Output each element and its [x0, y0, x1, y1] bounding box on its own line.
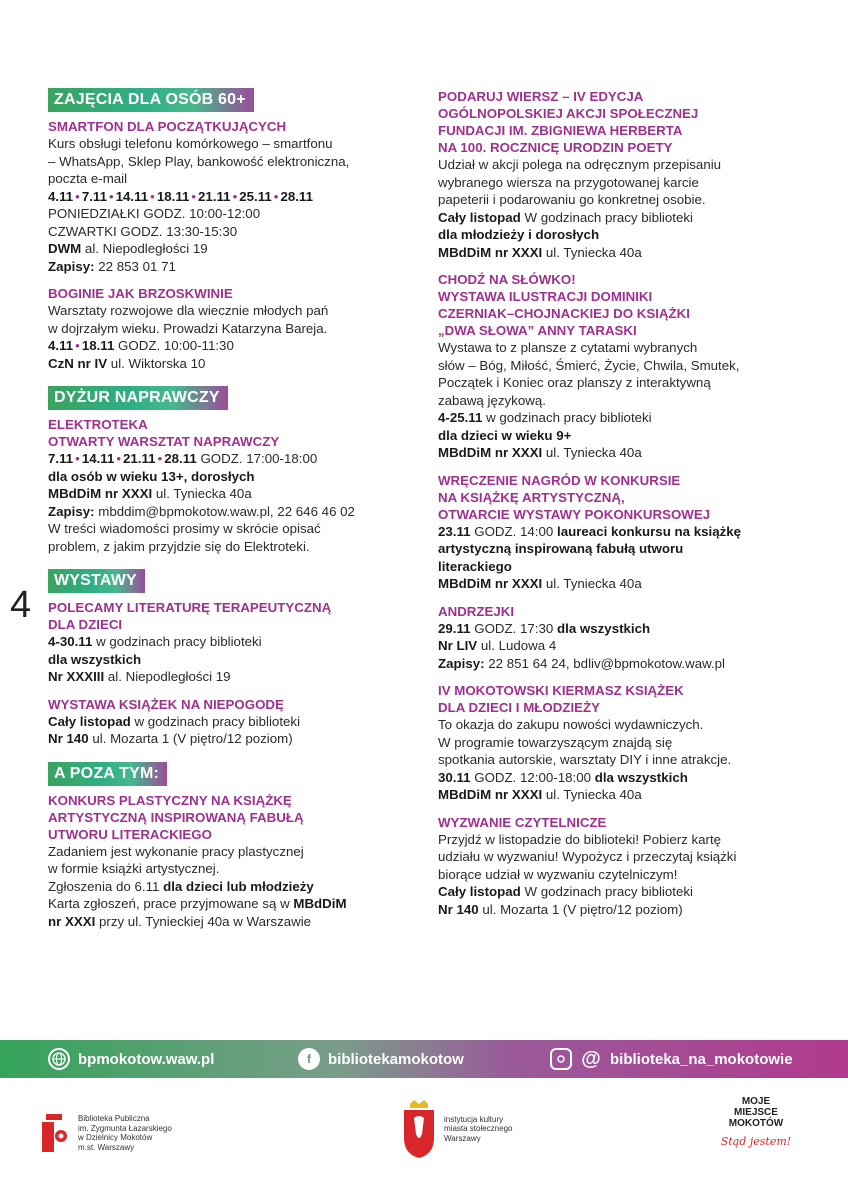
bold-text: dla osób w wieku 13+, dorosłych: [48, 468, 255, 484]
section-header: ZAJĘCIA DLA OSÓB 60+: [48, 88, 254, 112]
text: Kurs obsługi telefonu komórkowego – smartfonu: [48, 136, 333, 151]
event-block: [438, 603, 814, 673]
bold-text: Nr 140: [48, 731, 89, 746]
text-line: [48, 153, 410, 171]
text: zabawą językową.: [438, 392, 546, 408]
text: Warsztaty rozwojowe dla wiecznie młodych pań: [48, 303, 329, 318]
bullet-dot: •: [75, 188, 80, 204]
bold-text: 30.11: [438, 769, 471, 785]
bold-text: MBdDiM: [293, 896, 347, 911]
logos-area: [0, 1090, 848, 1170]
library-name-4: m.st. Warszawy: [78, 1142, 135, 1152]
text: W programie towarzyszącym znajdą się: [438, 734, 673, 750]
text-line: [48, 503, 410, 521]
event-title: UTWORU LITERACKIEGO: [48, 826, 212, 842]
bold-text: Cały listopad: [438, 884, 521, 899]
text-line: [438, 444, 814, 462]
text-line: [438, 427, 814, 445]
right-column: [438, 88, 814, 928]
text-line: [438, 883, 814, 901]
text-line: [48, 450, 410, 468]
text: ul. Tyniecka 40a: [542, 576, 642, 591]
text: al. Niepodległości 19: [81, 241, 208, 256]
text: – WhatsApp, Sklep Play, bankowość elektroniczna,: [48, 153, 350, 169]
event-title: WYSTAWA ILUSTRACJI DOMINIKI: [438, 289, 653, 304]
text: GODZ. 10:00-11:30: [114, 338, 234, 353]
text-line: [438, 620, 814, 638]
event-title: ELEKTROTEKA: [48, 417, 148, 432]
text: słów – Bóg, Miłość, Śmierć, Życie, Chwila, Smutek,: [438, 357, 740, 373]
text-line: [438, 637, 814, 655]
text: przy ul. Tynieckiej 40a w Warszawie: [95, 913, 312, 929]
text: ul. Mozarta 1 (V piętro/12 poziom): [88, 731, 293, 746]
bold-text: Zapisy:: [48, 503, 95, 519]
text-line: [48, 485, 410, 503]
text-line: [48, 730, 410, 748]
text-line: [438, 734, 814, 752]
bullet-dot: •: [75, 338, 80, 353]
miejsce-text: MIEJSCE: [734, 1107, 778, 1118]
text: w godzinach pracy biblioteki: [130, 713, 301, 729]
footer-facebook[interactable]: [298, 1048, 464, 1070]
text: al. Niepodległości 19: [104, 669, 231, 684]
text: GODZ. 14:00: [470, 523, 558, 539]
text: papeterii i podarowaniu go konkretnej osobie.: [438, 192, 706, 207]
text-line: [438, 866, 814, 884]
text-line: [438, 409, 814, 427]
text: biorące udział w wyzwaniu czytelniczym!: [438, 866, 678, 882]
footer-facebook-text: bibliotekamokotow: [328, 1050, 464, 1068]
text-line: [438, 392, 814, 410]
text-line: [438, 357, 814, 375]
event-block: [48, 792, 410, 931]
text-line: [48, 258, 410, 276]
city-text-3: Warszawy: [444, 1133, 481, 1143]
event-block: [438, 472, 814, 593]
text-line: [48, 135, 410, 153]
text-line: [438, 226, 814, 244]
event-title: „DWA SŁOWA” ANNY TARASKI: [438, 323, 637, 338]
library-name-2: im. Zygmunta Łazarskiego: [78, 1123, 172, 1133]
bold-text: MBdDiM nr XXXI: [438, 244, 543, 260]
text-line: [48, 668, 410, 686]
globe-icon: [48, 1048, 70, 1070]
bullet-dot: •: [75, 451, 80, 466]
facebook-icon: f: [298, 1048, 320, 1070]
mokotow-text: MOKOTÓW: [728, 1118, 784, 1129]
threads-icon: @: [581, 1047, 601, 1070]
event-title: OTWARTY WARSZTAT NAPRAWCZY: [48, 434, 280, 449]
bold-text: 29.11: [438, 620, 471, 636]
text: ul. Tyniecka 40a: [542, 787, 642, 802]
footer-website-text: bpmokotow.waw.pl: [78, 1050, 215, 1068]
text: w dojrzałym wieku. Prowadzi Katarzyna Bareja.: [48, 320, 328, 336]
bold-text: 4.11: [48, 338, 74, 353]
text-line: [438, 174, 814, 192]
event-title: WRĘCZENIE NAGRÓD W KONKURSIE: [438, 472, 681, 488]
bold-text: 7.11: [48, 451, 74, 466]
text-line: [438, 786, 814, 804]
city-logo: [400, 1098, 512, 1160]
text: Zadaniem jest wykonanie pracy plastycznej: [48, 843, 304, 859]
text-line: [48, 223, 410, 241]
text-line: [48, 651, 410, 669]
text-line: [48, 337, 410, 355]
text-line: [48, 468, 410, 486]
bold-text: 18.11: [81, 338, 115, 353]
text: Zgłoszenia do 6.11: [48, 878, 164, 894]
text: Udział w akcji polega na odręcznym przepisaniu: [438, 157, 722, 172]
library-logo: [40, 1112, 172, 1156]
library-name-1: Biblioteka Publiczna: [78, 1114, 150, 1123]
text-line: [438, 716, 814, 734]
event-title: IV MOKOTOWSKI KIERMASZ KSIĄŻEK: [438, 683, 684, 698]
bold-text: nr XXXI: [48, 913, 96, 929]
text: poczta e-mail: [48, 171, 128, 186]
text-line: [48, 538, 410, 556]
event-title: OGÓLNOPOLSKIEJ AKCJI SPOŁECZNEJ: [438, 106, 699, 121]
text: Wystawa to z plansze z cytatami wybranych: [438, 340, 698, 355]
section-header: WYSTAWY: [48, 569, 145, 593]
section-header: A POZA TYM:: [48, 762, 167, 786]
event-block: [438, 271, 814, 462]
event-title: ARTYSTYCZNĄ INSPIROWANĄ FABUŁĄ: [48, 809, 304, 825]
bold-text: 21.11: [123, 451, 156, 466]
text-line: [48, 878, 410, 896]
event-title: OTWARCIE WYSTAWY POKONKURSOWEJ: [438, 506, 711, 522]
instagram-icon: [550, 1048, 572, 1070]
text: 22 851 64 24, bdliv@bpmokotow.waw.pl: [484, 655, 725, 671]
event-title: NA 100. ROCZNICĘ URODZIN POETY: [438, 140, 673, 155]
bold-text: Zapisy:: [48, 258, 95, 274]
text-line: [438, 156, 814, 174]
text: Przyjdź w listopadzie do biblioteki! Pobierz kartę: [438, 831, 722, 847]
text-line: [438, 575, 814, 593]
bullet-dot: •: [232, 188, 238, 204]
text-line: [48, 843, 410, 861]
text: GODZ. 12:00-18:00: [470, 769, 595, 785]
text: ul. Ludowa 4: [477, 638, 557, 653]
text-line: [438, 523, 814, 541]
bold-text: Nr LIV: [438, 638, 478, 653]
text: W treści wiadomości prosimy w skrócie opisać: [48, 521, 321, 536]
text-line: [438, 540, 814, 558]
bold-text: dla wszystkich: [594, 769, 688, 785]
text: To okazja do zakupu nowości wydawniczych.: [438, 717, 704, 732]
library-name-3: w Dzielnicy Mokotów: [78, 1133, 153, 1142]
bold-text: dla młodzieży i dorosłych: [438, 227, 600, 242]
text-line: [48, 170, 410, 188]
text-line: [48, 633, 410, 651]
text-line: [438, 339, 814, 357]
bold-text: 21.11: [198, 188, 231, 204]
text-line: [438, 374, 814, 392]
text: ul. Mozarta 1 (V piętro/12 poziom): [478, 901, 683, 917]
bold-text: 4-30.11: [48, 634, 93, 649]
event-title: SMARTFON DLA POCZĄTKUJĄCYCH: [48, 119, 287, 134]
text: ul. Tyniecka 40a: [542, 445, 642, 460]
bullet-dot: •: [108, 188, 114, 204]
text-line: [48, 895, 410, 913]
text: 22 853 01 71: [94, 258, 176, 274]
text: GODZ. 17:00-18:00: [196, 451, 318, 466]
text-line: [438, 831, 814, 849]
text: W godzinach pracy biblioteki: [520, 209, 693, 225]
text: w godzinach pracy biblioteki: [482, 410, 652, 425]
event-title: CZERNIAK–CHOJNACKIEJ DO KSIĄŻKI: [438, 306, 690, 321]
bold-text: laureaci konkursu na książkę: [557, 523, 742, 539]
text: W godzinach pracy biblioteki: [520, 884, 693, 899]
text-line: [438, 848, 814, 866]
bold-text: Nr XXXIII: [48, 669, 105, 684]
bold-text: 18.11: [156, 188, 190, 204]
event-title: ANDRZEJKI: [438, 603, 515, 619]
text: ul. Wiktorska 10: [107, 355, 206, 371]
text-line: [48, 188, 410, 206]
text: CZWARTKI GODZ. 13:30-15:30: [48, 223, 238, 239]
text: wybranego wiersza na przygotowanej karcie: [438, 174, 699, 190]
page-number: 4: [10, 584, 32, 626]
text-line: [438, 655, 814, 673]
bold-text: MBdDiM nr XXXI: [438, 576, 543, 591]
text-line: [438, 191, 814, 209]
bold-text: DWM: [48, 241, 82, 256]
bold-text: MBdDiM nr XXXI: [438, 445, 543, 460]
text-line: [48, 302, 410, 320]
text-line: [48, 355, 410, 373]
bold-text: 23.11: [438, 523, 471, 539]
bold-text: 28.11: [280, 188, 313, 204]
event-block: [438, 814, 814, 919]
text-line: [438, 901, 814, 919]
event-title: NA KSIĄŻKĘ ARTYSTYCZNĄ,: [438, 489, 625, 505]
bold-text: artystyczną inspirowaną fabułą utworu: [438, 541, 684, 556]
event-title: CHODŹ NA SŁÓWKO!: [438, 272, 576, 287]
event-title: DLA DZIECI: [48, 617, 123, 632]
text-line: [48, 205, 410, 223]
bullet-dot: •: [273, 188, 279, 204]
section-header: DYŻUR NAPRAWCZY: [48, 386, 228, 410]
bold-text: 4.11: [48, 188, 74, 204]
event-block: [48, 416, 410, 555]
bold-text: Cały listopad: [438, 209, 521, 225]
text-line: [48, 713, 410, 731]
bold-text: Cały listopad: [48, 713, 131, 729]
library-logo-icon: [40, 1112, 70, 1156]
bold-text: CzN nr IV: [48, 355, 108, 371]
bold-text: 14.11: [81, 451, 115, 466]
bold-text: Nr 140: [438, 901, 479, 917]
text-line: [48, 240, 410, 258]
bold-text: 4-25.11: [438, 410, 483, 425]
event-title: KONKURS PLASTYCZNY NA KSIĄŻKĘ: [48, 792, 292, 808]
city-text-1: instytucja kultury: [444, 1114, 504, 1124]
footer-website[interactable]: [48, 1048, 214, 1070]
bold-text: dla dzieci w wieku 9+: [438, 427, 572, 443]
text: Początek i Koniec oraz planszy z interaktywną: [438, 375, 711, 390]
event-block: [48, 696, 410, 748]
event-block: [48, 599, 410, 686]
event-title: BOGINIE JAK BRZOSKWINIE: [48, 286, 233, 301]
city-text-2: miasta stołecznego: [444, 1124, 513, 1134]
event-title: PODARUJ WIERSZ – IV EDYCJA: [438, 89, 644, 104]
bullet-dot: •: [157, 451, 163, 466]
text-line: [48, 520, 410, 538]
text: udziału w wyzwaniu! Wypożycz i przeczytaj książki: [438, 849, 737, 864]
footer-instagram-text: biblioteka_na_mokotowie: [610, 1050, 793, 1068]
bold-text: 7.11: [81, 188, 107, 204]
text: mbddim@bpmokotow.waw.pl, 22 646 46 02: [94, 503, 355, 519]
event-title: WYZWANIE CZYTELNICZE: [438, 814, 607, 830]
text: w formie książki artystycznej.: [48, 861, 220, 876]
bold-text: literackiego: [438, 558, 512, 574]
bold-text: dla wszystkich: [557, 620, 651, 636]
text-line: [438, 769, 814, 787]
moje-text: MOJE: [741, 1096, 771, 1107]
text-line: [438, 751, 814, 769]
text: w godzinach pracy biblioteki: [92, 634, 262, 649]
event-block: [48, 118, 410, 275]
event-title: FUNDACJI IM. ZBIGNIEWA HERBERTA: [438, 123, 683, 138]
left-column: [48, 88, 410, 944]
event-block: [48, 285, 410, 372]
text-line: [48, 860, 410, 878]
event-block: [438, 682, 814, 804]
event-title: WYSTAWA KSIĄŻEK NA NIEPOGODĘ: [48, 696, 284, 712]
text-line: [48, 913, 410, 931]
text-line: [438, 209, 814, 227]
stad-jestem-text: Stąd jestem!: [720, 1135, 792, 1148]
bold-text: MBdDiM nr XXXI: [48, 486, 153, 501]
bold-text: 14.11: [115, 188, 149, 204]
bullet-dot: •: [150, 188, 155, 204]
bullet-dot: •: [191, 188, 197, 204]
moje-mokotow-logo: [716, 1096, 796, 1148]
text: ul. Tyniecka 40a: [542, 244, 642, 260]
event-title: POLECAMY LITERATURĘ TERAPEUTYCZNĄ: [48, 600, 332, 615]
footer-bar: [0, 1040, 848, 1078]
text-line: [438, 244, 814, 262]
text: PONIEDZIAŁKI GODZ. 10:00-12:00: [48, 206, 261, 221]
text: GODZ. 17:30: [470, 620, 558, 636]
bold-text: dla dzieci lub młodzieży: [163, 878, 314, 894]
warsaw-crest-icon: [400, 1098, 438, 1160]
event-block: [438, 88, 814, 261]
bold-text: 25.11: [239, 188, 272, 204]
footer-instagram[interactable]: [550, 1048, 793, 1070]
text: problem, z jakim przyjdzie się do Elektroteki.: [48, 538, 310, 554]
text: spotkania autorskie, warsztaty DIY i inne atrakcje.: [438, 752, 732, 767]
text: Karta zgłoszeń, prace przyjmowane są w: [48, 896, 294, 911]
text-line: [48, 320, 410, 338]
bold-text: Zapisy:: [438, 655, 485, 671]
text-line: [438, 558, 814, 576]
bold-text: dla wszystkich: [48, 651, 142, 667]
text: ul. Tyniecka 40a: [152, 486, 252, 501]
bold-text: 28.11: [164, 451, 197, 466]
event-title: DLA DZIECI I MŁODZIEŻY: [438, 700, 601, 715]
bold-text: MBdDiM nr XXXI: [438, 787, 543, 802]
bullet-dot: •: [116, 451, 122, 466]
